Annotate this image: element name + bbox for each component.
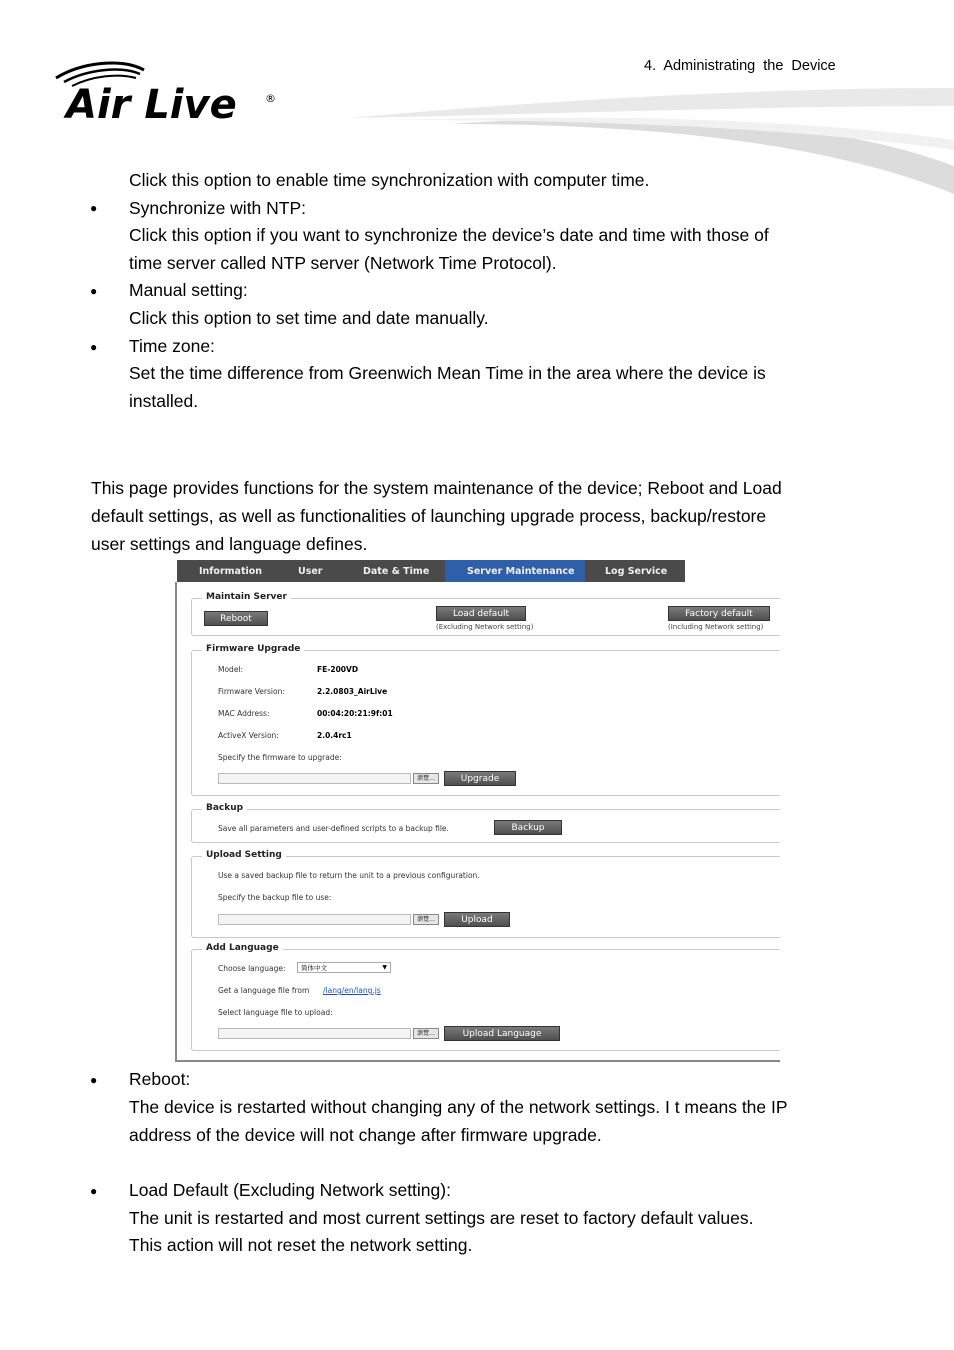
tab-information[interactable]: Information <box>199 566 263 577</box>
registered-mark: ® <box>265 92 276 105</box>
server-maintenance-screenshot <box>175 558 780 1062</box>
timezone-desc-line1: Set the time difference from Greenwich Mean Time in the area where the device is <box>129 363 766 383</box>
computer-time-desc: Click this option to enable time synchronization with computer time. <box>129 170 650 190</box>
language-selected-value: 简体中文 <box>301 964 327 972</box>
load-default-note: (Excluding Network setting) <box>436 623 534 631</box>
tab-server-maintenance[interactable]: Server Maintenance <box>445 560 585 582</box>
firmware-upgrade-legend: Firmware Upgrade <box>202 644 304 654</box>
intro-line3: user settings and language defines. <box>91 534 368 554</box>
backup-file-input[interactable] <box>218 914 411 925</box>
upgrade-button[interactable]: Upgrade <box>444 771 516 786</box>
upload-setting-group <box>191 850 780 938</box>
chevron-down-icon: ▼ <box>382 964 387 971</box>
firmware-upgrade-group <box>191 644 780 796</box>
tab-log-service[interactable]: Log Service <box>605 566 668 577</box>
upload-language-button[interactable]: Upload Language <box>444 1026 560 1041</box>
specify-firmware-label: Specify the firmware to upgrade: <box>218 753 342 762</box>
language-browse-button[interactable]: 瀏覽... <box>413 1028 439 1039</box>
maintain-server-legend: Maintain Server <box>202 592 291 602</box>
load-default-desc-line1: The unit is restarted and most current settings are reset to factory default values. <box>129 1208 754 1228</box>
select-language-file-label: Select language file to upload: <box>218 1008 333 1017</box>
activex-version-value: 2.0.4rc1 <box>317 731 352 740</box>
add-language-group <box>191 943 780 1051</box>
mac-address-value: 00:04:20:21:9f:01 <box>317 709 393 718</box>
ntp-desc-line2: time server called NTP server (Network Time Protocol). <box>129 253 557 273</box>
airlive-logo <box>52 60 282 130</box>
model-label: Model: <box>218 665 244 674</box>
timezone-title: Time zone: <box>129 336 215 356</box>
firmware-version-value: 2.2.0803_AirLive <box>317 687 388 696</box>
reboot-button[interactable]: Reboot <box>204 611 268 626</box>
factory-default-note: (Including Network setting) <box>668 623 764 631</box>
firmware-file-input[interactable] <box>218 773 411 784</box>
language-select[interactable] <box>297 962 391 973</box>
chapter-header: 4. Administrating the Device <box>644 58 836 74</box>
activex-version-label: ActiveX Version: <box>218 731 279 740</box>
firmware-browse-button[interactable]: 瀏覽... <box>413 773 439 784</box>
intro-line2: default settings, as well as functionalities of launching upgrade process, backup/restore <box>91 506 767 526</box>
tab-user[interactable]: User <box>298 566 323 577</box>
reboot-desc-line1: The device is restarted without changing any of the network settings. I t means the IP <box>129 1097 788 1117</box>
manual-title: Manual setting: <box>129 280 248 300</box>
factory-default-button[interactable]: Factory default <box>668 606 770 621</box>
ntp-desc-line1: Click this option if you want to synchronize the device’s date and time with those of <box>129 225 769 245</box>
intro-line1: This page provides functions for the system maintenance of the device; Reboot and Load <box>91 478 782 498</box>
maintain-server-group <box>191 592 780 636</box>
bullet-ntp: ● <box>90 201 98 215</box>
get-language-label: Get a language file from <box>218 986 310 995</box>
bullet-load-default: ● <box>90 1184 98 1198</box>
logo-text: Air Live <box>66 82 237 128</box>
language-file-input[interactable] <box>218 1028 411 1039</box>
backup-group <box>191 803 780 843</box>
firmware-version-label: Firmware Version: <box>218 687 285 696</box>
specify-backup-label: Specify the backup file to use: <box>218 893 332 902</box>
upload-button[interactable]: Upload <box>444 912 510 927</box>
model-value: FE-200VD <box>317 665 359 674</box>
backup-button[interactable]: Backup <box>494 820 562 835</box>
bullet-manual: ● <box>90 284 98 298</box>
backup-desc: Save all parameters and user-defined scripts to a backup file. <box>218 824 449 833</box>
load-default-button[interactable]: Load default <box>436 606 526 621</box>
reboot-title: Reboot: <box>129 1069 191 1089</box>
load-default-desc-line2: This action will not reset the network setting. <box>129 1235 473 1255</box>
reboot-desc-line2: address of the device will not change after firmware upgrade. <box>129 1125 602 1145</box>
tab-bar <box>177 560 685 582</box>
add-language-legend: Add Language <box>202 943 283 953</box>
language-file-link[interactable]: /lang/en/lang.js <box>323 986 381 995</box>
backup-browse-button[interactable]: 瀏覽... <box>413 914 439 925</box>
timezone-desc-line2: installed. <box>129 391 199 411</box>
bullet-reboot: ● <box>90 1073 98 1087</box>
manual-desc: Click this option to set time and date manually. <box>129 308 489 328</box>
choose-language-label: Choose language: <box>218 964 286 973</box>
load-default-title: Load Default (Excluding Network setting): <box>129 1180 451 1200</box>
backup-legend: Backup <box>202 803 247 813</box>
tab-date-time[interactable]: Date & Time <box>363 566 430 577</box>
mac-address-label: MAC Address: <box>218 709 270 718</box>
ntp-title: Synchronize with NTP: <box>129 198 307 218</box>
bullet-timezone: ● <box>90 340 98 354</box>
upload-setting-legend: Upload Setting <box>202 850 286 860</box>
upload-desc: Use a saved backup file to return the unit to a previous configuration. <box>218 871 480 880</box>
